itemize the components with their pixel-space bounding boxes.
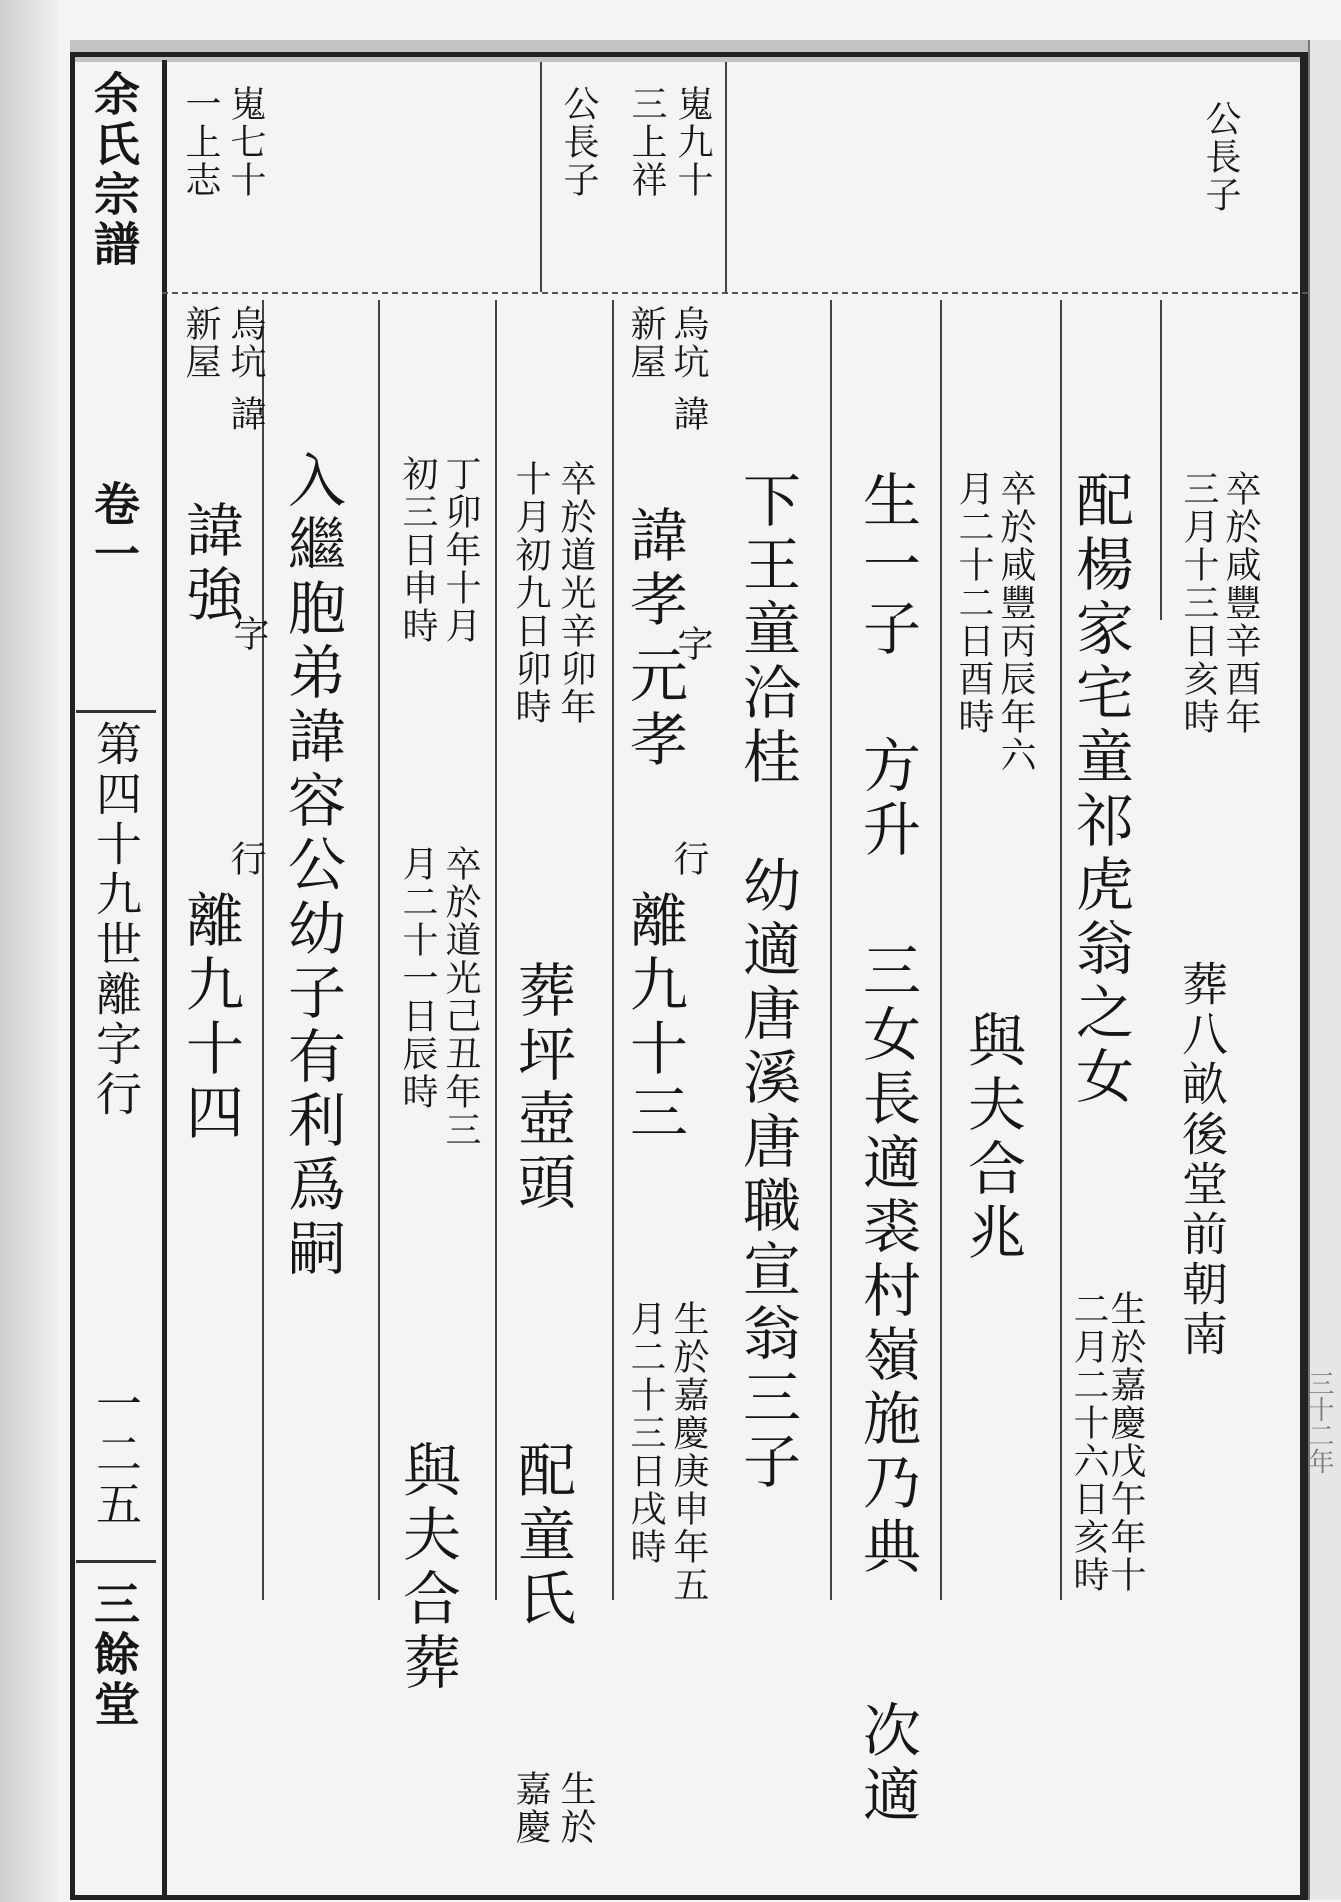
column-separator: [1060, 300, 1062, 1600]
daughters-record: 幼適唐溪唐職宣翁三子: [733, 855, 801, 1495]
margin-divider: [76, 1560, 156, 1563]
burial-record: 葬八畝後堂前朝南: [1175, 960, 1229, 1360]
residence: 烏坑: [668, 305, 709, 381]
birth-record: 月二十三日戌時: [625, 1300, 666, 1566]
death-record: 卒於道光辛卯年: [555, 460, 596, 726]
column-separator: [1160, 300, 1162, 620]
column-separator: [940, 300, 942, 1600]
top-text: 嵬七十: [225, 85, 266, 199]
burial-record: 與夫合兆: [958, 1010, 1026, 1266]
birth-record: 生於: [555, 1770, 596, 1846]
top-row-divider: [162, 292, 1308, 294]
spouse-record: 配楊家宅童祁虎翁之女: [1066, 470, 1134, 1110]
name-marker: 諱: [225, 395, 266, 433]
daughters-record: 下王童洽桂: [733, 470, 801, 790]
column-separator: [495, 300, 497, 1600]
top-text: 公長子: [1200, 100, 1241, 214]
death-record: 月二十二日酉時: [953, 470, 994, 736]
column-separator: [612, 300, 614, 1600]
top-text: 嵬九十: [672, 85, 713, 199]
death-record: 卒於咸豐丙辰年六: [995, 470, 1036, 774]
person-name: 諱孝: [620, 505, 688, 633]
generation-rank: 離九十三: [620, 890, 688, 1146]
style-marker: 字: [672, 625, 713, 663]
bleed-through-text: 三十二年: [1304, 1370, 1334, 1474]
birth-record: 嘉慶: [510, 1770, 551, 1846]
top-row-separator: [540, 62, 542, 292]
daughters-record: 三女長適裘村嶺施乃典: [853, 940, 921, 1580]
spouse-record: 配童氏: [508, 1440, 576, 1632]
son-name: 方升: [853, 735, 921, 863]
birth-record: 丁卯年十月: [440, 455, 481, 645]
residence: 烏坑: [225, 305, 266, 381]
top-row-separator: [725, 62, 727, 292]
adoption-record: 入繼胞弟諱容公幼子有利爲嗣: [278, 450, 346, 1282]
children-record: 生一子: [853, 470, 921, 662]
right-edge-strip: [1304, 40, 1341, 1900]
birth-record: 生於嘉慶庚申年五: [668, 1300, 709, 1604]
burial-record: 與夫合葬: [393, 1440, 461, 1696]
style-marker: 字: [228, 615, 269, 653]
page-number: 一二五: [89, 1380, 143, 1530]
residence: 新屋: [180, 305, 221, 381]
birth-record: 生於嘉慶戊午年十: [1105, 1290, 1146, 1594]
person-name: 諱強: [176, 500, 244, 628]
column-separator: [262, 300, 264, 1600]
rank-marker: 行: [668, 840, 709, 878]
book-title: 余氏宗譜: [87, 70, 141, 270]
birth-record: 初三日申時: [397, 455, 438, 645]
top-text: 一上志: [180, 85, 221, 199]
top-text: 公長子: [558, 85, 599, 199]
death-record: 十月初九日卯時: [510, 460, 551, 726]
death-record: 卒於咸豐辛酉年: [1220, 470, 1261, 736]
burial-record: 葬坪壺頭: [508, 960, 576, 1216]
birth-record: 二月二十六日亥時: [1068, 1290, 1109, 1594]
name-marker: 諱: [668, 395, 709, 433]
death-record: 月二十一日辰時: [397, 845, 438, 1111]
daughters-record: 次適: [853, 1700, 921, 1828]
column-separator: [830, 300, 832, 1600]
residence: 新屋: [625, 305, 666, 381]
column-separator: [378, 300, 380, 1600]
volume-label: 卷一: [87, 480, 141, 580]
courtesy-name: 元孝: [620, 645, 688, 773]
death-record: 卒於道光己丑年三: [440, 845, 481, 1149]
section-label: 第四十九世離字行: [89, 720, 143, 1120]
top-text: 三上祥: [626, 85, 667, 199]
margin-column: [70, 60, 167, 1895]
hall-name: 三餘堂: [87, 1580, 141, 1730]
binding-shadow: [0, 0, 58, 1902]
rank-marker: 行: [225, 840, 266, 878]
margin-divider: [76, 710, 156, 713]
generation-rank: 離九十四: [176, 890, 244, 1146]
death-record: 三月十三日亥時: [1178, 470, 1219, 736]
